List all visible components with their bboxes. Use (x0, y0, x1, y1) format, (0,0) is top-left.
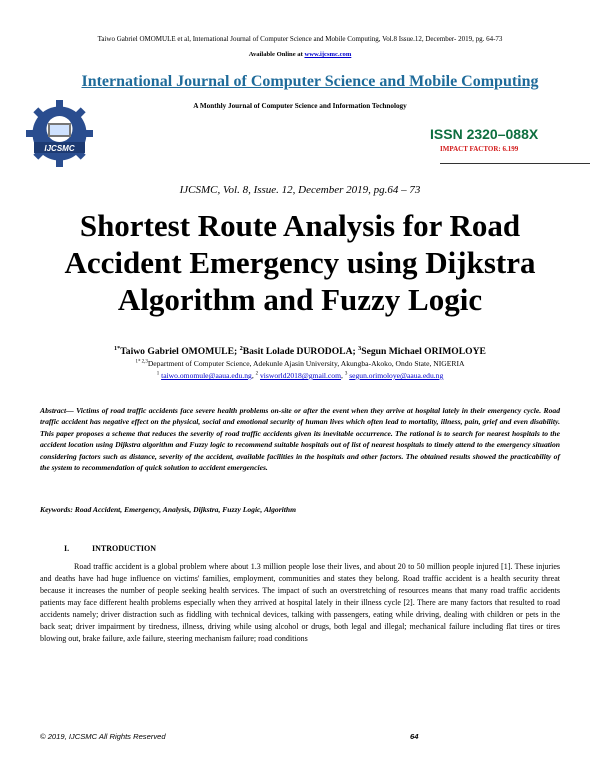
page-number: 64 (410, 732, 419, 741)
journal-subtitle: A Monthly Journal of Computer Science and Information Technology (193, 102, 407, 110)
authors (0, 345, 600, 357)
author3: Segun Michael ORIMOLOYE (361, 346, 486, 358)
journal-title: International Journal of Computer Science and Mobile Computing (81, 73, 539, 90)
keywords: Keywords: Road Accident, Emergency, Analysis, Dijkstra, Fuzzy Logic, Algorithm (40, 505, 297, 514)
section-title: INTRODUCTION (92, 544, 157, 553)
email1-sup: 1 (156, 371, 160, 377)
copyright: © 2019, IJCSMC All Rights Reserved (40, 732, 166, 741)
journal-website-link[interactable]: www.ijcsmc.com (304, 51, 352, 58)
volume-line: IJCSMC, Vol. 8, Issue. 12, December 2019, pg.64 – 73 (179, 184, 421, 196)
logo-text: IJCSMC (44, 144, 75, 153)
email3-sup: 3 (344, 371, 348, 377)
available-label: Available Online at (248, 51, 305, 58)
email2-link[interactable]: visworld2018@gmail.com (259, 371, 342, 380)
affiliation-text: Department of Computer Science, Adekunle Ajasin University, Akungba-Akoko, Ondo State, NIGERIA (147, 359, 465, 368)
email2-sup: 2 (255, 371, 259, 377)
paper-title: Shortest Route Analysis for Road Accident Emergency using Dijkstra Algorithm and Fuzzy Logic (64, 208, 536, 317)
impact-factor: IMPACT FACTOR: 6.199 (440, 145, 519, 153)
author1: Taiwo Gabriel OMOMULE; (120, 346, 240, 358)
intro-paragraph: Road traffic accident is a global problem where about 1.3 million people lose their lives, and about 20 to 50 million people injured [1]. These injuries and deaths have had huge influence on victims' families, employment, communities and states they belong. Road traffic accident is a health security threat because it increases the number of people seeking health services. The impact of such an overstretching of resources means that many road traffic accidents patients may face different health problems especially when they arrived at hospital lately in their illness cycle [2]. There are many factors that resulted to road accidents namely; driver distraction such as fiddling with technical devices, talking with passengers, eating while driving, dealing with children or pets in the back seat; driver impairment by tiredness, illness, driving while using alcohol or drugs, both legal and illegal; mechanical failure including flat tires or tires blowing out, brake failure, axle failure, steering mechanism failure; road conditions (40, 562, 560, 643)
running-header: Taiwo Gabriel OMOMULE et al, International Journal of Computer Science and Mobile Computing, Vol.8 Issue.12, December- 2019, pg. 64-73 (97, 35, 503, 43)
author1-sup: 1* (114, 345, 121, 352)
abstract: Abstract— Victims of road traffic accidents face severe health problems on-site or after the event when they arrive at hospital lately in their emergency cycle. Road traffic accident has negative effect on the physical, social and emotional security of human lives which often lead to mortality, illness, pain, grief and even disability. This paper proposes a scheme that reduces the severity of road traffic accidents given its inevitable occurrence. The rational is to search for nearest hospitals to the accident location using Dijkstra algorithm and Fuzzy logic to recommend suitable hospitals out of list of nearest hospitals to timely attend to the emergency situation considering factors such as distance, severity of the accident, available facilities in the hospitals and other factors. The obtained results showed the practicability of the system to recommendation of quick solution to accident emergencies. (40, 406, 560, 473)
email3-link[interactable]: segun.orimoloye@aaua.edu.ng (349, 371, 444, 380)
available-online (0, 51, 600, 58)
affiliation-sup: 1* 2,3 (135, 359, 148, 365)
divider (440, 163, 590, 164)
emails: $^1$ taiwo.omomule@aaua.edu.ng, $^2$ visworld2018@gmail.com, $^3$ segun.orimoloye@aaua.edu.ng (156, 371, 444, 380)
affiliation (0, 359, 600, 368)
author2-sup: 2 (239, 345, 243, 352)
author2: Basit Lolade DURODOLA; (242, 346, 359, 358)
author3-sup: 3 (358, 345, 362, 352)
section-number: I. (64, 544, 70, 553)
issn: ISSN 2320–088X (430, 126, 539, 142)
email1-link[interactable]: taiwo.omomule@aaua.edu.ng (161, 371, 252, 380)
